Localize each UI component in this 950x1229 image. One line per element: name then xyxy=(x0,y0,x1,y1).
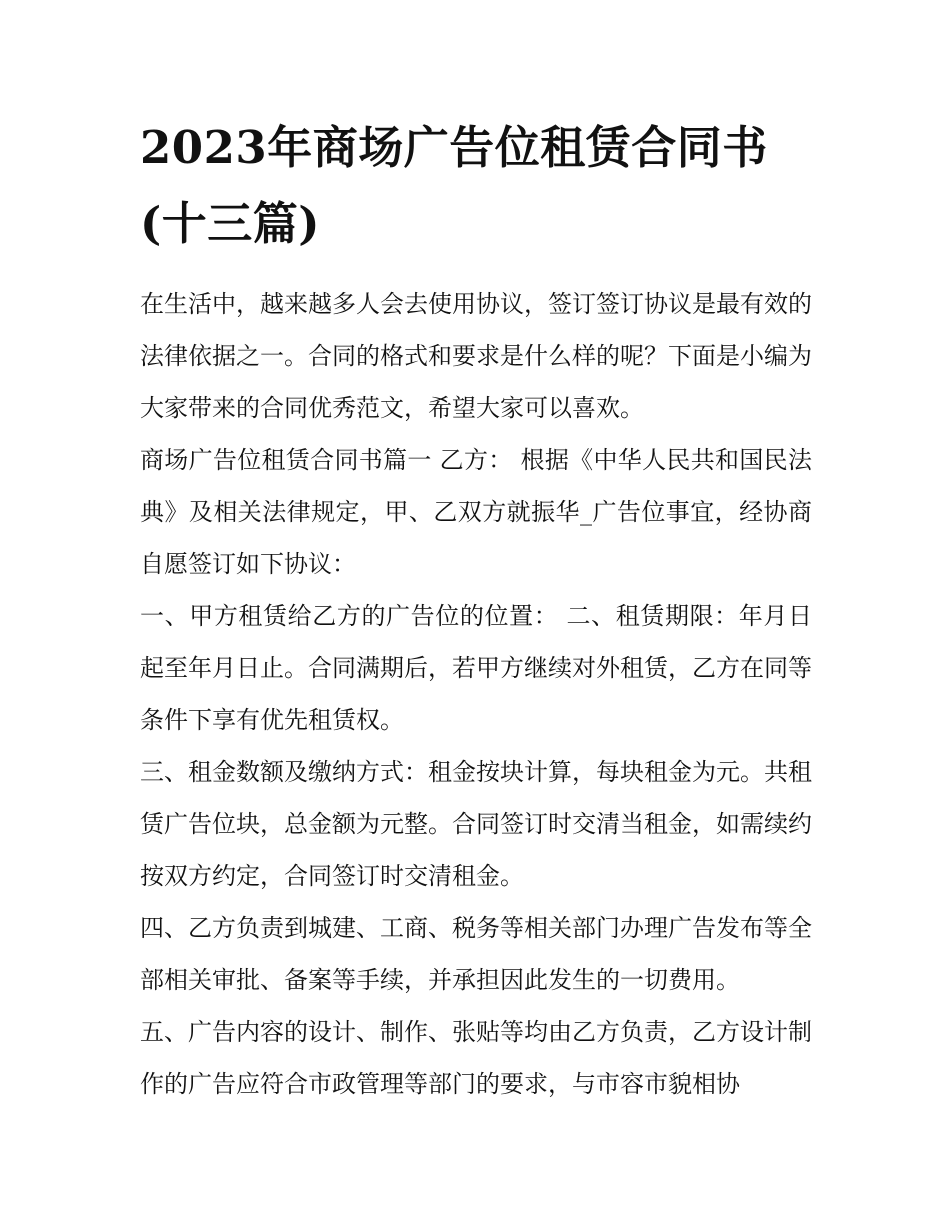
clause-4-paragraph: 四、乙方负责到城建、工商、税务等相关部门办理广告发布等全部相关审批、备案等手续，并承担因此发生的一切费用。 xyxy=(140,914,812,994)
clause-5-paragraph: 五、广告内容的设计、制作、张贴等均由乙方负责，乙方设计制作的广告应符合市政管理等部门的要求，与市容市貌相协 xyxy=(140,1018,812,1098)
clause-3-paragraph: 三、租金数额及缴纳方式：租金按块计算，每块租金为元。共租赁广告位块，总金额为元整。合同签订时交清当租金，如需续约按双方约定，合同签订时交清租金。 xyxy=(140,758,812,890)
document-title: 2023年商场广告位租赁合同书(十三篇) xyxy=(140,121,768,250)
clause-1-2-paragraph: 一、甲方租赁给乙方的广告位的位置： 二、租赁期限：年月日起至年月日止。合同满期后，若甲方继续对外租赁，乙方在同等条件下享有优先租赁权。 xyxy=(140,602,812,734)
contract-preamble-paragraph: 商场广告位租赁合同书篇一 乙方： 根据《中华人民共和国民法典》及相关法律规定，甲、乙双方就振华_广告位事宜，经协商自愿签订如下协议： xyxy=(140,446,812,578)
document-page xyxy=(140,110,812,1110)
document-body xyxy=(140,278,812,1110)
intro-paragraph: 在生活中，越来越多人会去使用协议，签订签订协议是最有效的法律依据之一。合同的格式和要求是什么样的呢？下面是小编为大家带来的合同优秀范文，希望大家可以喜欢。 xyxy=(140,290,812,422)
